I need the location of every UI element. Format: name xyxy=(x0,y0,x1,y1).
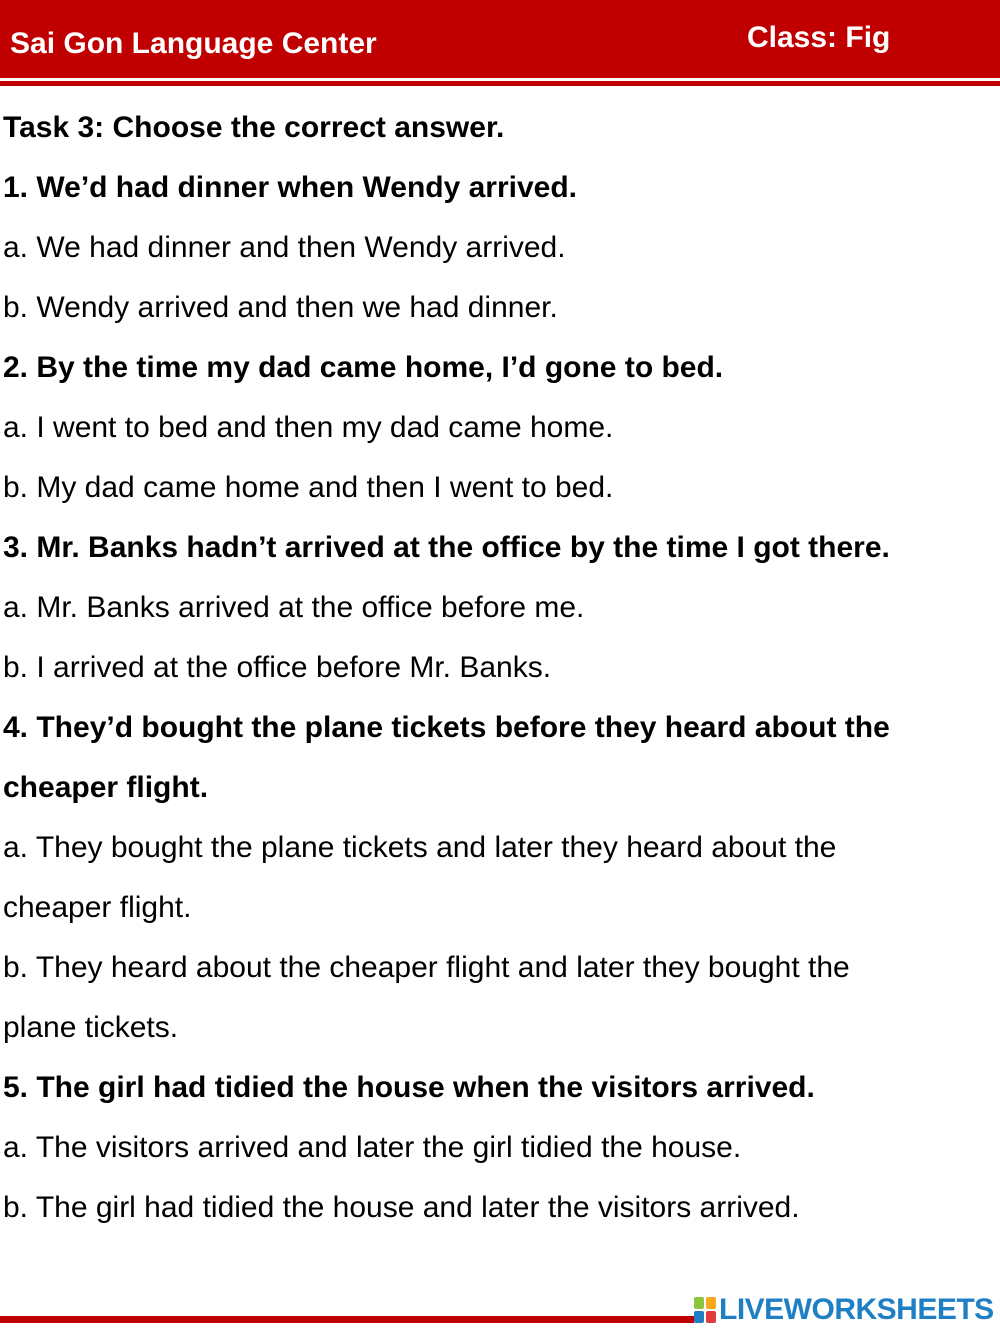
option-a-line: cheaper flight. xyxy=(3,891,192,924)
question-text: 4. They’d bought the plane tickets before they heard about the xyxy=(3,711,890,744)
question-block xyxy=(3,518,998,698)
question-text-continued: cheaper flight. xyxy=(3,771,209,804)
question-text: 1. We’d had dinner when Wendy arrived. xyxy=(3,171,578,204)
option-b[interactable]: b. Wendy arrived and then we had dinner. xyxy=(3,291,558,324)
option-a-line: a. They bought the plane tickets and later they heard about the xyxy=(3,831,837,864)
option-a[interactable]: a. I went to bed and then my dad came home. xyxy=(3,411,614,444)
option-b[interactable] xyxy=(3,938,998,1058)
question-block xyxy=(3,1058,998,1238)
question-block xyxy=(3,338,998,518)
question-block xyxy=(3,698,998,1058)
header-divider xyxy=(0,81,1000,86)
option-b-line: plane tickets. xyxy=(3,1011,179,1044)
option-a[interactable] xyxy=(3,818,998,938)
question-text: 5. The girl had tidied the house when the visitors arrived. xyxy=(3,1071,815,1104)
class-label: Class: Fig xyxy=(747,21,891,54)
option-b[interactable]: b. I arrived at the office before Mr. Banks. xyxy=(3,651,552,684)
question-text: 2. By the time my dad came home, I’d gone to bed. xyxy=(3,351,724,384)
logo-text: LIVEWORKSHEETS xyxy=(719,1293,994,1326)
liveworksheets-logo[interactable] xyxy=(694,1288,1000,1332)
option-b[interactable]: b. The girl had tidied the house and later the visitors arrived. xyxy=(3,1191,800,1224)
option-b-line: b. They heard about the cheaper flight and later they bought the xyxy=(3,951,850,984)
task-title: Task 3: Choose the correct answer. xyxy=(3,111,505,144)
question-text: 3. Mr. Banks hadn’t arrived at the office by the time I got there. xyxy=(3,531,890,564)
option-a[interactable]: a. We had dinner and then Wendy arrived. xyxy=(3,231,566,264)
center-title: Sai Gon Language Center xyxy=(10,27,377,60)
option-a[interactable]: a. Mr. Banks arrived at the office before me. xyxy=(3,591,585,624)
worksheet-content xyxy=(3,98,998,1238)
liveworksheets-logo-icon xyxy=(694,1297,716,1323)
question-block xyxy=(3,158,998,338)
option-a[interactable]: a. The visitors arrived and later the girl tidied the house. xyxy=(3,1131,742,1164)
option-b[interactable]: b. My dad came home and then I went to bed. xyxy=(3,471,614,504)
header-bar xyxy=(0,0,1000,78)
